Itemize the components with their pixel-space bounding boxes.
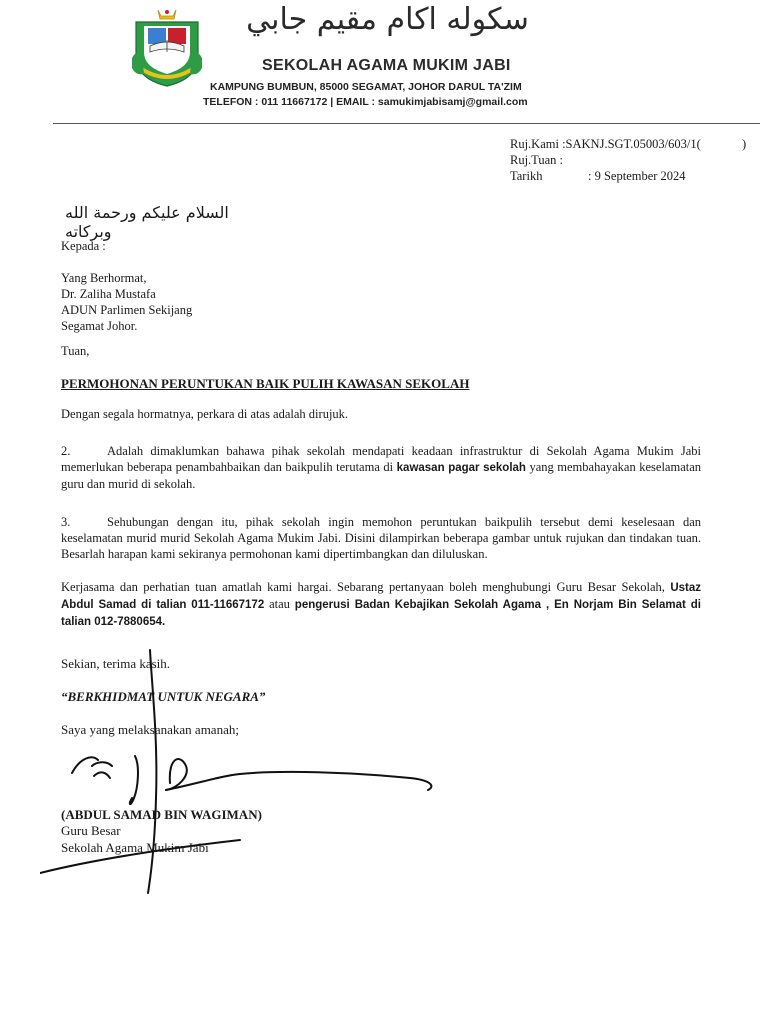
date-value: : 9 September 2024 (588, 169, 686, 183)
salutation: Tuan, (61, 344, 90, 358)
recipient-line: Segamat Johor. (61, 319, 138, 333)
jawi-school-name: سکوله اکام مقيم جابي (246, 2, 529, 37)
date-label: Tarikh (510, 169, 543, 183)
kepada-label: Kepada : (61, 239, 106, 253)
ref-date (510, 169, 686, 184)
signatory-name: (ABDUL SAMAD BIN WAGIMAN) (61, 807, 262, 822)
handwritten-signature (40, 648, 460, 898)
letter-subject: PERMOHONAN PERUNTUKAN BAIK PULIH KAWASAN SEKOLAH (61, 376, 470, 391)
paragraph-text: Sehubungan dengan itu, pihak sekolah ingin memohon peruntukan baikpulih tersebut demi keselesaan dan keselamatan murid murid Sekolah Agama Mukim Jabi. Disini dilampirkan beberapa gambar untuk rujukan dan tindakan tuan. Besarlah harapan kami sekiranya permohonan kami dipertimbangkan dan diluluskan. (61, 515, 701, 561)
paragraph-3 (61, 514, 701, 562)
ref-kami: Ruj.Kami :SAKNJ.SGT.05003/603/1( (510, 137, 701, 151)
paragraph-number: 2. (61, 444, 71, 458)
school-contact: TELEFON : 011 11667172 | EMAIL : samukimjabisamj@gmail.com (203, 96, 528, 108)
arabic-greeting: السلام عليكم ورحمة الله وبركاته (65, 203, 229, 241)
closing-amanah: Saya yang melaksanakan amanah; (61, 722, 239, 737)
recipient-line: Dr. Zaliha Mustafa (61, 287, 156, 301)
signatory-title: Guru Besar (61, 823, 121, 838)
school-crest-logo (128, 8, 206, 92)
school-name: SEKOLAH AGAMA MUKIM JABI (262, 57, 511, 74)
header-divider (53, 123, 760, 124)
paragraph-emphasis: pengerusi Badan Kebajikan Sekolah Agama , En Norjam Bin Selamat di talian 012-7880654. (61, 599, 702, 628)
paragraph-text: atau (269, 597, 290, 611)
paragraph-1: Dengan segala hormatnya, perkara di atas adalah dirujuk. (61, 407, 349, 421)
paragraph-emphasis: Ustaz Abdul Samad di talian 011-11667172 (61, 582, 702, 611)
closing-thanks: Sekian, terima kasih. (61, 656, 171, 671)
recipient-line: ADUN Parlimen Sekijang (61, 303, 193, 317)
recipient-line: Yang Berhormat, (61, 271, 147, 285)
paragraph-emphasis: kawasan pagar sekolah (396, 462, 526, 474)
paragraph-text: Adalah dimaklumkan bahawa pihak sekolah mendapati keadaan infrastruktur di Sekolah Agama Mukim Jabi memerlukan beberapa penambahbaikan dan baikpulih terutama di (61, 444, 701, 474)
signatory-school: Sekolah Agama Mukim Jabi (61, 840, 209, 855)
school-address: KAMPUNG BUMBUN, 85000 SEGAMAT, JOHOR DARUL TA'ZIM (210, 81, 522, 93)
paragraph-text: yang membahayakan keselamatan guru dan murid di sekolah. (61, 460, 702, 491)
ref-kami-close: ) (742, 137, 747, 151)
paragraph-number: 3. (61, 515, 71, 529)
paragraph-4 (61, 579, 701, 630)
recipient-address (61, 270, 192, 334)
paragraph-text: Kerjasama dan perhatian tuan amatlah kami hargai. Sebarang pertanyaan boleh menghubungi Guru Besar Sekolah, (61, 580, 665, 594)
paragraph-2 (61, 443, 701, 492)
ref-tuan: Ruj.Tuan : (510, 153, 564, 167)
closing-motto: “BERKHIDMAT UNTUK NEGARA” (61, 689, 266, 704)
